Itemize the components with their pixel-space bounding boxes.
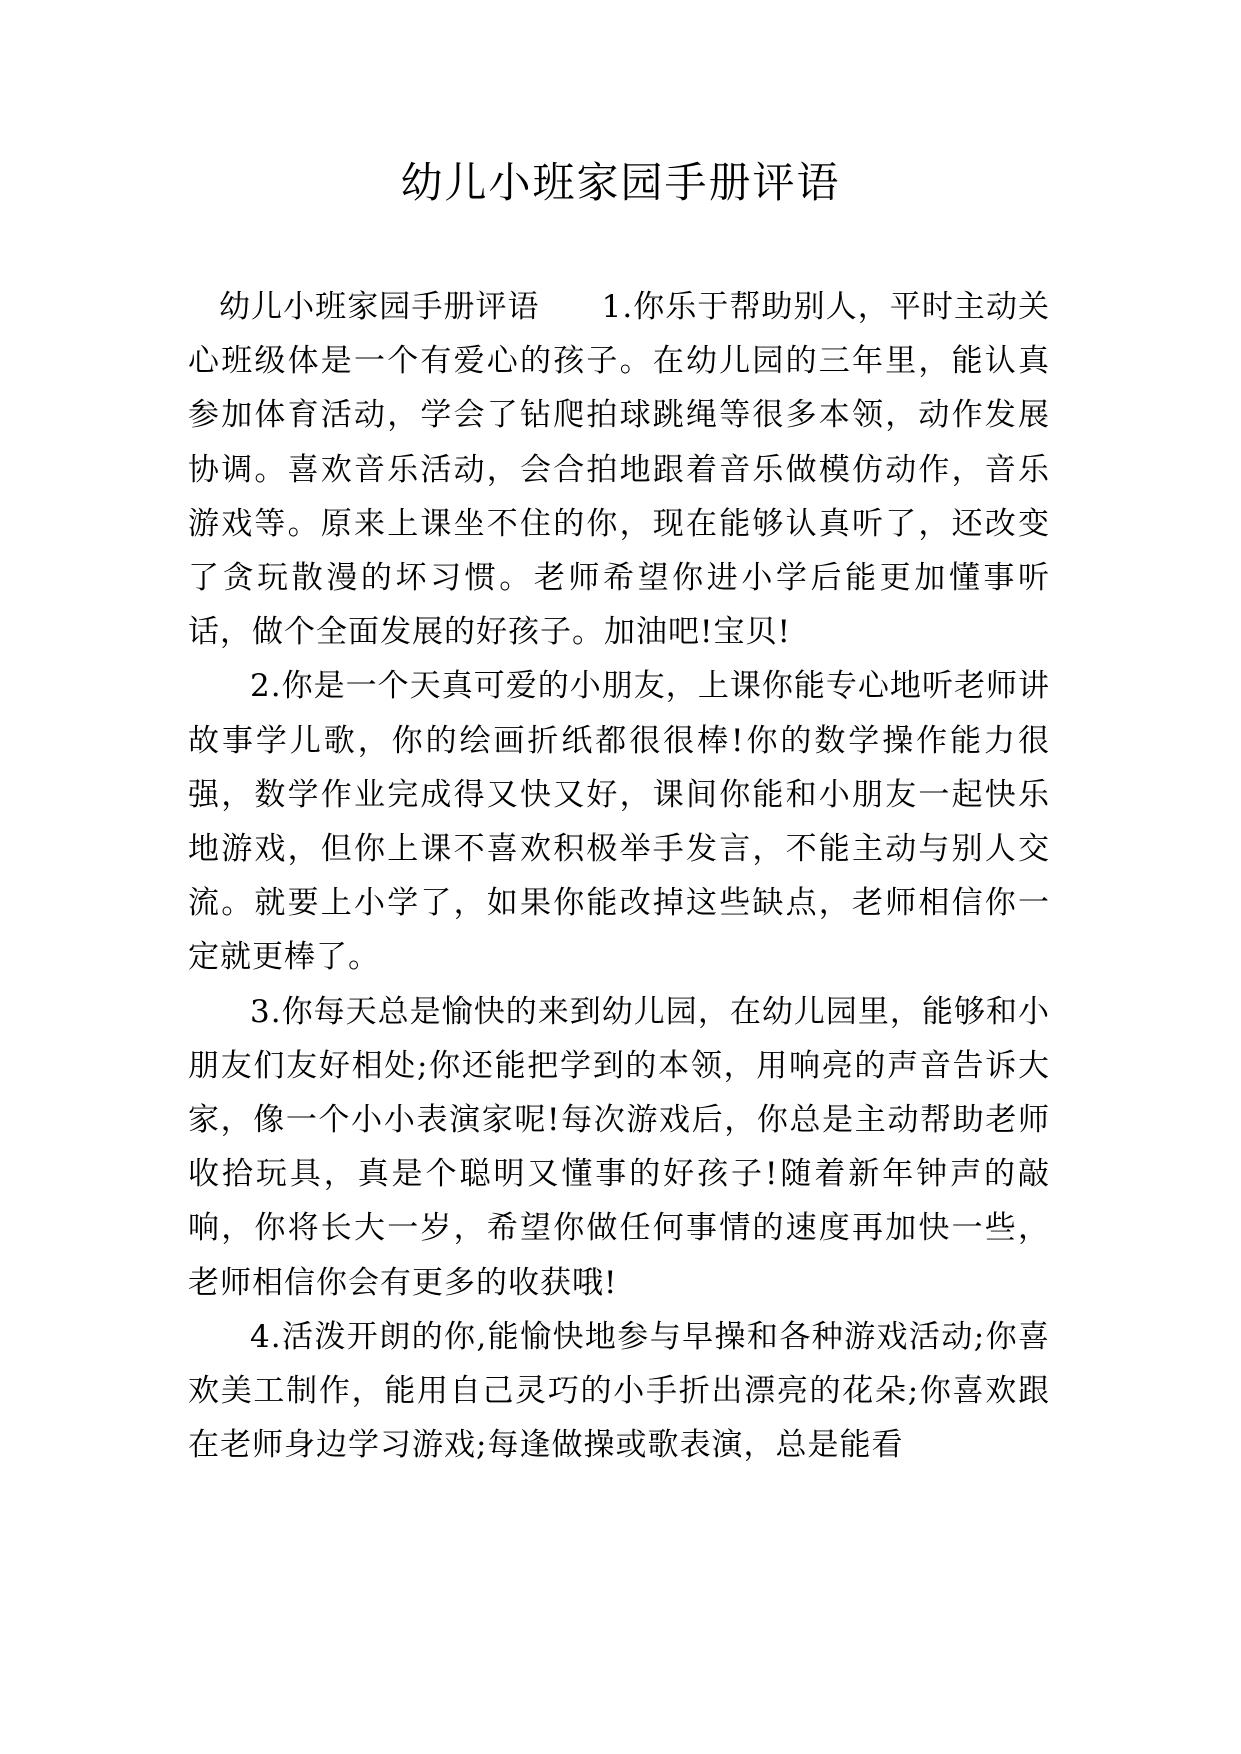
paragraph-4: 4.活泼开朗的你,能愉快地参与早操和各种游戏活动;你喜欢美工制作，能用自己灵巧的小手折出漂亮的花朵;你喜欢跟在老师身边学习游戏;每逢做操或歌表演，总是能看 [188,1318,1050,1464]
document-body [188,280,1050,1472]
intro-title: 幼儿小班家园手册评语 [219,289,540,325]
document-title: 幼儿小班家园手册评语 [400,158,841,207]
paragraph-1-text: 1.你乐于帮助别人，平时主动关心班级体是一个有爱心的孩子。在幼儿园的三年里，能认真参加体育活动，学会了钻爬拍球跳绳等很多本领，动作发展协调。喜欢音乐活动，会合拍地跟着音乐做模仿动作，音乐游戏等。原来上课坐不住的你，现在能够认真听了，还改变了贪玩散漫的坏习惯。老师希望你进小学后能更加懂事听话，做个全面发展的好孩子。加油吧!宝贝! [188,289,1051,651]
paragraph-2: 2.你是一个天真可爱的小朋友，上课你能专心地听老师讲故事学儿歌，你的绘画折纸都很很棒!你的数学操作能力很强，数学作业完成得又快又好，课间你能和小朋友一起快乐地游戏，但你上课不喜欢积极举手发言，不能主动与别人交流。就要上小学了，如果你能改掉这些缺点，老师相信你一定就更棒了。 [188,668,1050,976]
paragraph-1 [188,280,1050,659]
paragraph-3: 3.你每天总是愉快的来到幼儿园，在幼儿园里，能够和小朋友们友好相处;你还能把学到的本领，用响亮的声音告诉大家，像一个小小表演家呢!每次游戏后，你总是主动帮助老师收拾玩具，真是个聪明又懂事的好孩子!随着新年钟声的敲响，你将长大一岁，希望你做任何事情的速度再加快一些，老师相信你会有更多的收获哦! [188,993,1050,1301]
